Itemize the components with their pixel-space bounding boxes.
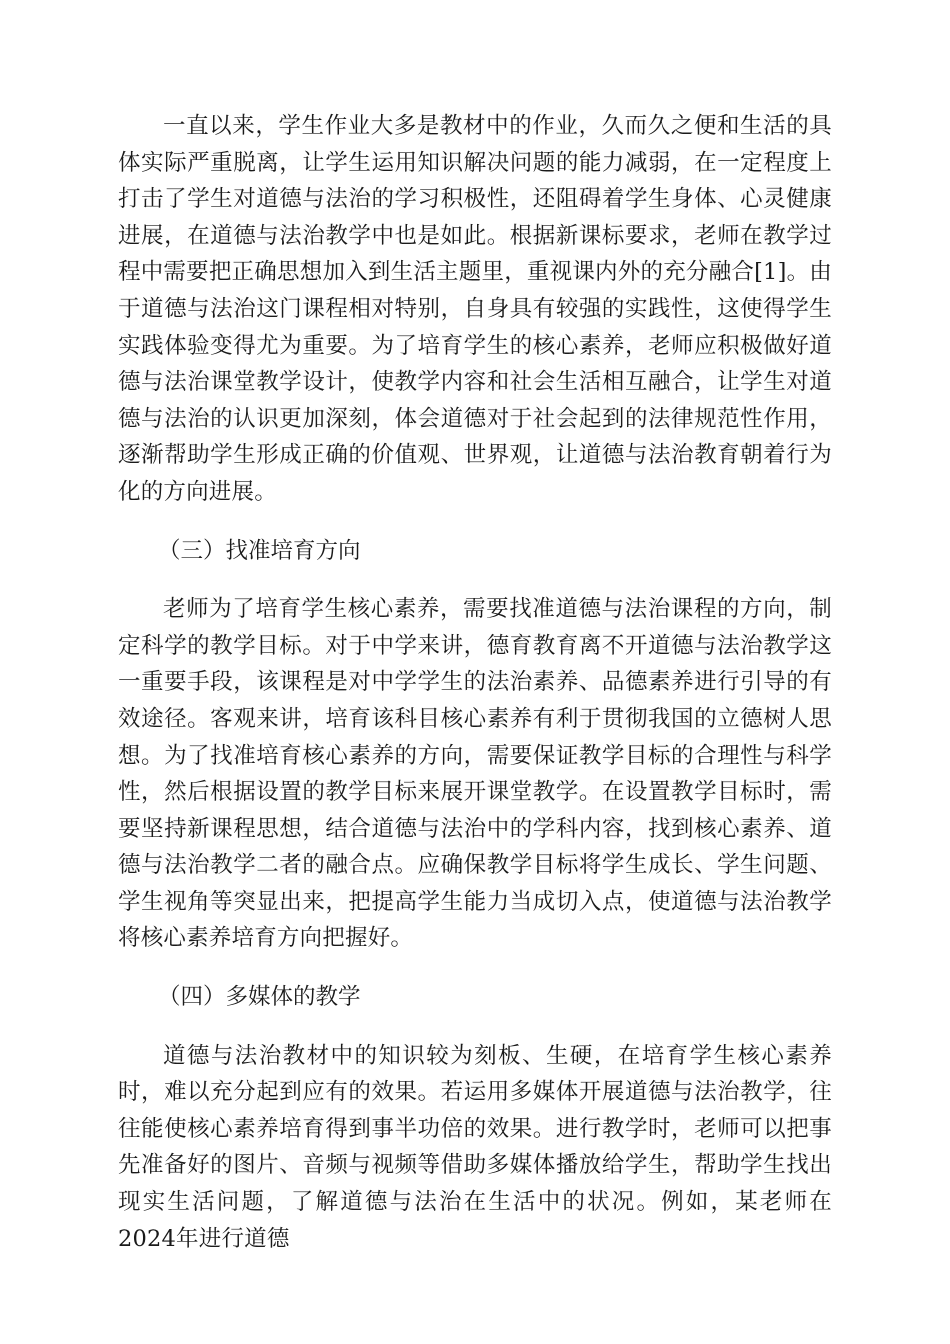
section-heading-3: （三）找准培育方向 — [158, 537, 361, 564]
section-3-paragraph: 老师为了培育学生核心素养，需要找准道德与法治课程的方向，制定科学的教学目标。对于中学来讲，德育教育离不开道德与法治教学这一重要手段，该课程是对中学学生的法治素养、品德素养进行引导的有效途径。客观来讲，培育该科目核心素养有利于贯彻我国的立德树人思想。为了找准培育核心素养的方向，需要保证教学目标的合理性与科学性，然后根据设置的教学目标来展开课堂教学。在设置教学目标时，需要坚持新课程思想，结合道德与法治中的学科内容，找到核心素养、道德与法治教学二者的融合点。应确保教学目标将学生成长、学生问题、学生视角等突显出来，把提高学生能力当成切入点，使道德与法治教学将核心素养培育方向把握好。 — [118, 596, 832, 952]
document-body — [118, 108, 832, 1257]
body-paragraph: 一直以来，学生作业大多是教材中的作业，久而久之便和生活的具体实际严重脱离，让学生运用知识解决问题的能力减弱，在一定程度上打击了学生对道德与法治的学习积极性，还阻碍着学生身体、心灵健康进展，在道德与法治教学中也是如此。根据新课标要求，老师在教学过程中需要把正确思想加入到生活主题里，重视课内外的充分融合[1]。由于道德与法治这门课程相对特别，自身具有较强的实践性，这使得学生实践体验变得尤为重要。为了培育学生的核心素养，老师应积极做好道德与法治课堂教学设计，使教学内容和社会生活相互融合，让学生对道德与法治的认识更加深刻，体会道德对于社会起到的法律规范性作用，逐渐帮助学生形成正确的价值观、世界观，让道德与法治教育朝着行为化的方向进展。 — [118, 113, 832, 505]
section-4-paragraph: 道德与法治教材中的知识较为刻板、生硬，在培育学生核心素养时，难以充分起到应有的效果。若运用多媒体开展道德与法治教学，往往能使核心素养培育得到事半功倍的效果。进行教学时，老师可以把事先准备好的图片、音频与视频等借助多媒体播放给学生，帮助学生找出现实生活问题，了解道德与法治在生活中的状况。例如，某老师在2024年进行道德 — [118, 1042, 832, 1252]
section-heading-4: （四）多媒体的教学 — [158, 984, 361, 1011]
